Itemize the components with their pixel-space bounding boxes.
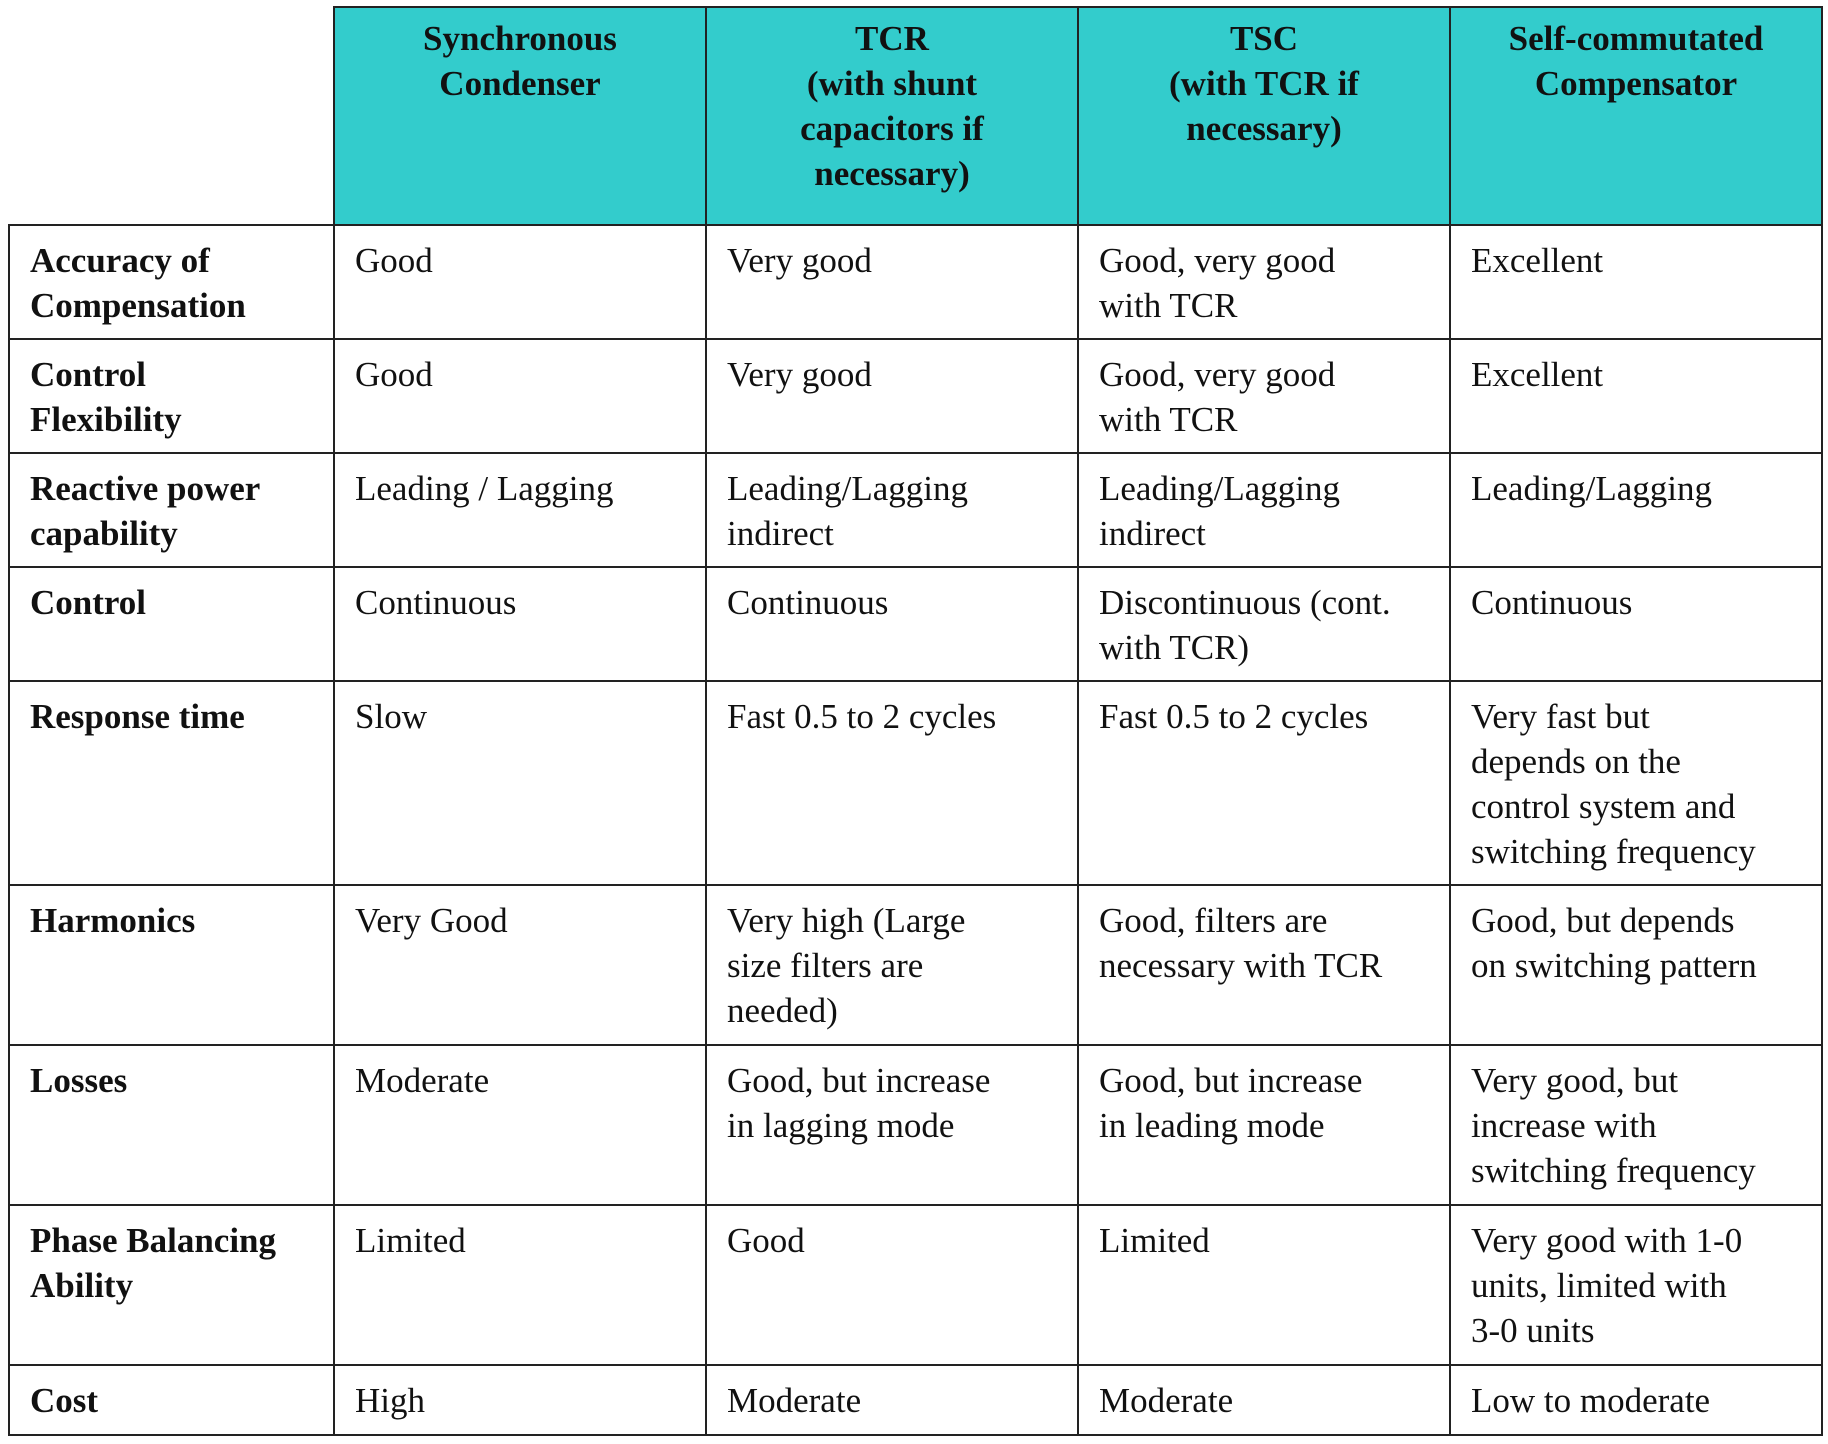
table-cell: Very good, but increase with switching frequency (1450, 1045, 1822, 1205)
table-cell: Continuous (1450, 567, 1822, 681)
table-row-reactive-power (9, 453, 1822, 567)
column-header-tsc: TSC (with TCR if necessary) (1078, 7, 1450, 225)
table-row-response-time (9, 681, 1822, 885)
table-cell: Excellent (1450, 339, 1822, 453)
table-row-harmonics (9, 885, 1822, 1045)
table-cell: Good, but increase in leading mode (1078, 1045, 1450, 1205)
table-cell: Leading/Lagging indirect (706, 453, 1078, 567)
table-cell: Very good with 1-0 units, limited with 3-0 units (1450, 1205, 1822, 1365)
table-row-losses (9, 1045, 1822, 1205)
table-row-control-flexibility (9, 339, 1822, 453)
table-cell: Limited (334, 1205, 706, 1365)
row-label: Control (9, 567, 334, 681)
row-label: Harmonics (9, 885, 334, 1045)
table-cell: Good, but increase in lagging mode (706, 1045, 1078, 1205)
row-label: Accuracy of Compensation (9, 225, 334, 339)
table-cell: Very good (706, 339, 1078, 453)
table-cell: High (334, 1365, 706, 1435)
table-cell: Continuous (706, 567, 1078, 681)
table-cell: Fast 0.5 to 2 cycles (1078, 681, 1450, 885)
table-cell: Good (334, 339, 706, 453)
table-cell: Very good (706, 225, 1078, 339)
table-row-phase-balancing (9, 1205, 1822, 1365)
table-cell: Moderate (1078, 1365, 1450, 1435)
table-cell: Good (706, 1205, 1078, 1365)
column-header-self-commutated-compensator: Self-commutated Compensator (1450, 7, 1822, 225)
table-cell: Good (334, 225, 706, 339)
row-label: Cost (9, 1365, 334, 1435)
table-cell: Good, very good with TCR (1078, 339, 1450, 453)
corner-cell (9, 7, 334, 225)
table-row-control (9, 567, 1822, 681)
table-cell: Good, but depends on switching pattern (1450, 885, 1822, 1045)
header-row (9, 7, 1822, 225)
table-cell: Low to moderate (1450, 1365, 1822, 1435)
table-cell: Leading/Lagging indirect (1078, 453, 1450, 567)
row-label: Losses (9, 1045, 334, 1205)
table-cell: Leading / Lagging (334, 453, 706, 567)
comparison-table (8, 6, 1823, 1436)
row-label: Response time (9, 681, 334, 885)
table-cell: Limited (1078, 1205, 1450, 1365)
table-cell: Good, filters are necessary with TCR (1078, 885, 1450, 1045)
table-cell: Very high (Large size filters are needed) (706, 885, 1078, 1045)
row-label: Phase Balancing Ability (9, 1205, 334, 1365)
table-cell: Moderate (334, 1045, 706, 1205)
row-label: Reactive power capability (9, 453, 334, 567)
table-cell: Discontinuous (cont. with TCR) (1078, 567, 1450, 681)
table-cell: Very Good (334, 885, 706, 1045)
table-cell: Continuous (334, 567, 706, 681)
table-row-accuracy (9, 225, 1822, 339)
column-header-synchronous-condenser: Synchronous Condenser (334, 7, 706, 225)
table-cell: Leading/Lagging (1450, 453, 1822, 567)
table-cell: Very fast but depends on the control system and switching frequency (1450, 681, 1822, 885)
table-cell: Excellent (1450, 225, 1822, 339)
column-header-tcr: TCR (with shunt capacitors if necessary) (706, 7, 1078, 225)
table-cell: Slow (334, 681, 706, 885)
table-cell: Good, very good with TCR (1078, 225, 1450, 339)
table-row-cost (9, 1365, 1822, 1435)
row-label: Control Flexibility (9, 339, 334, 453)
table-cell: Fast 0.5 to 2 cycles (706, 681, 1078, 885)
table-cell: Moderate (706, 1365, 1078, 1435)
